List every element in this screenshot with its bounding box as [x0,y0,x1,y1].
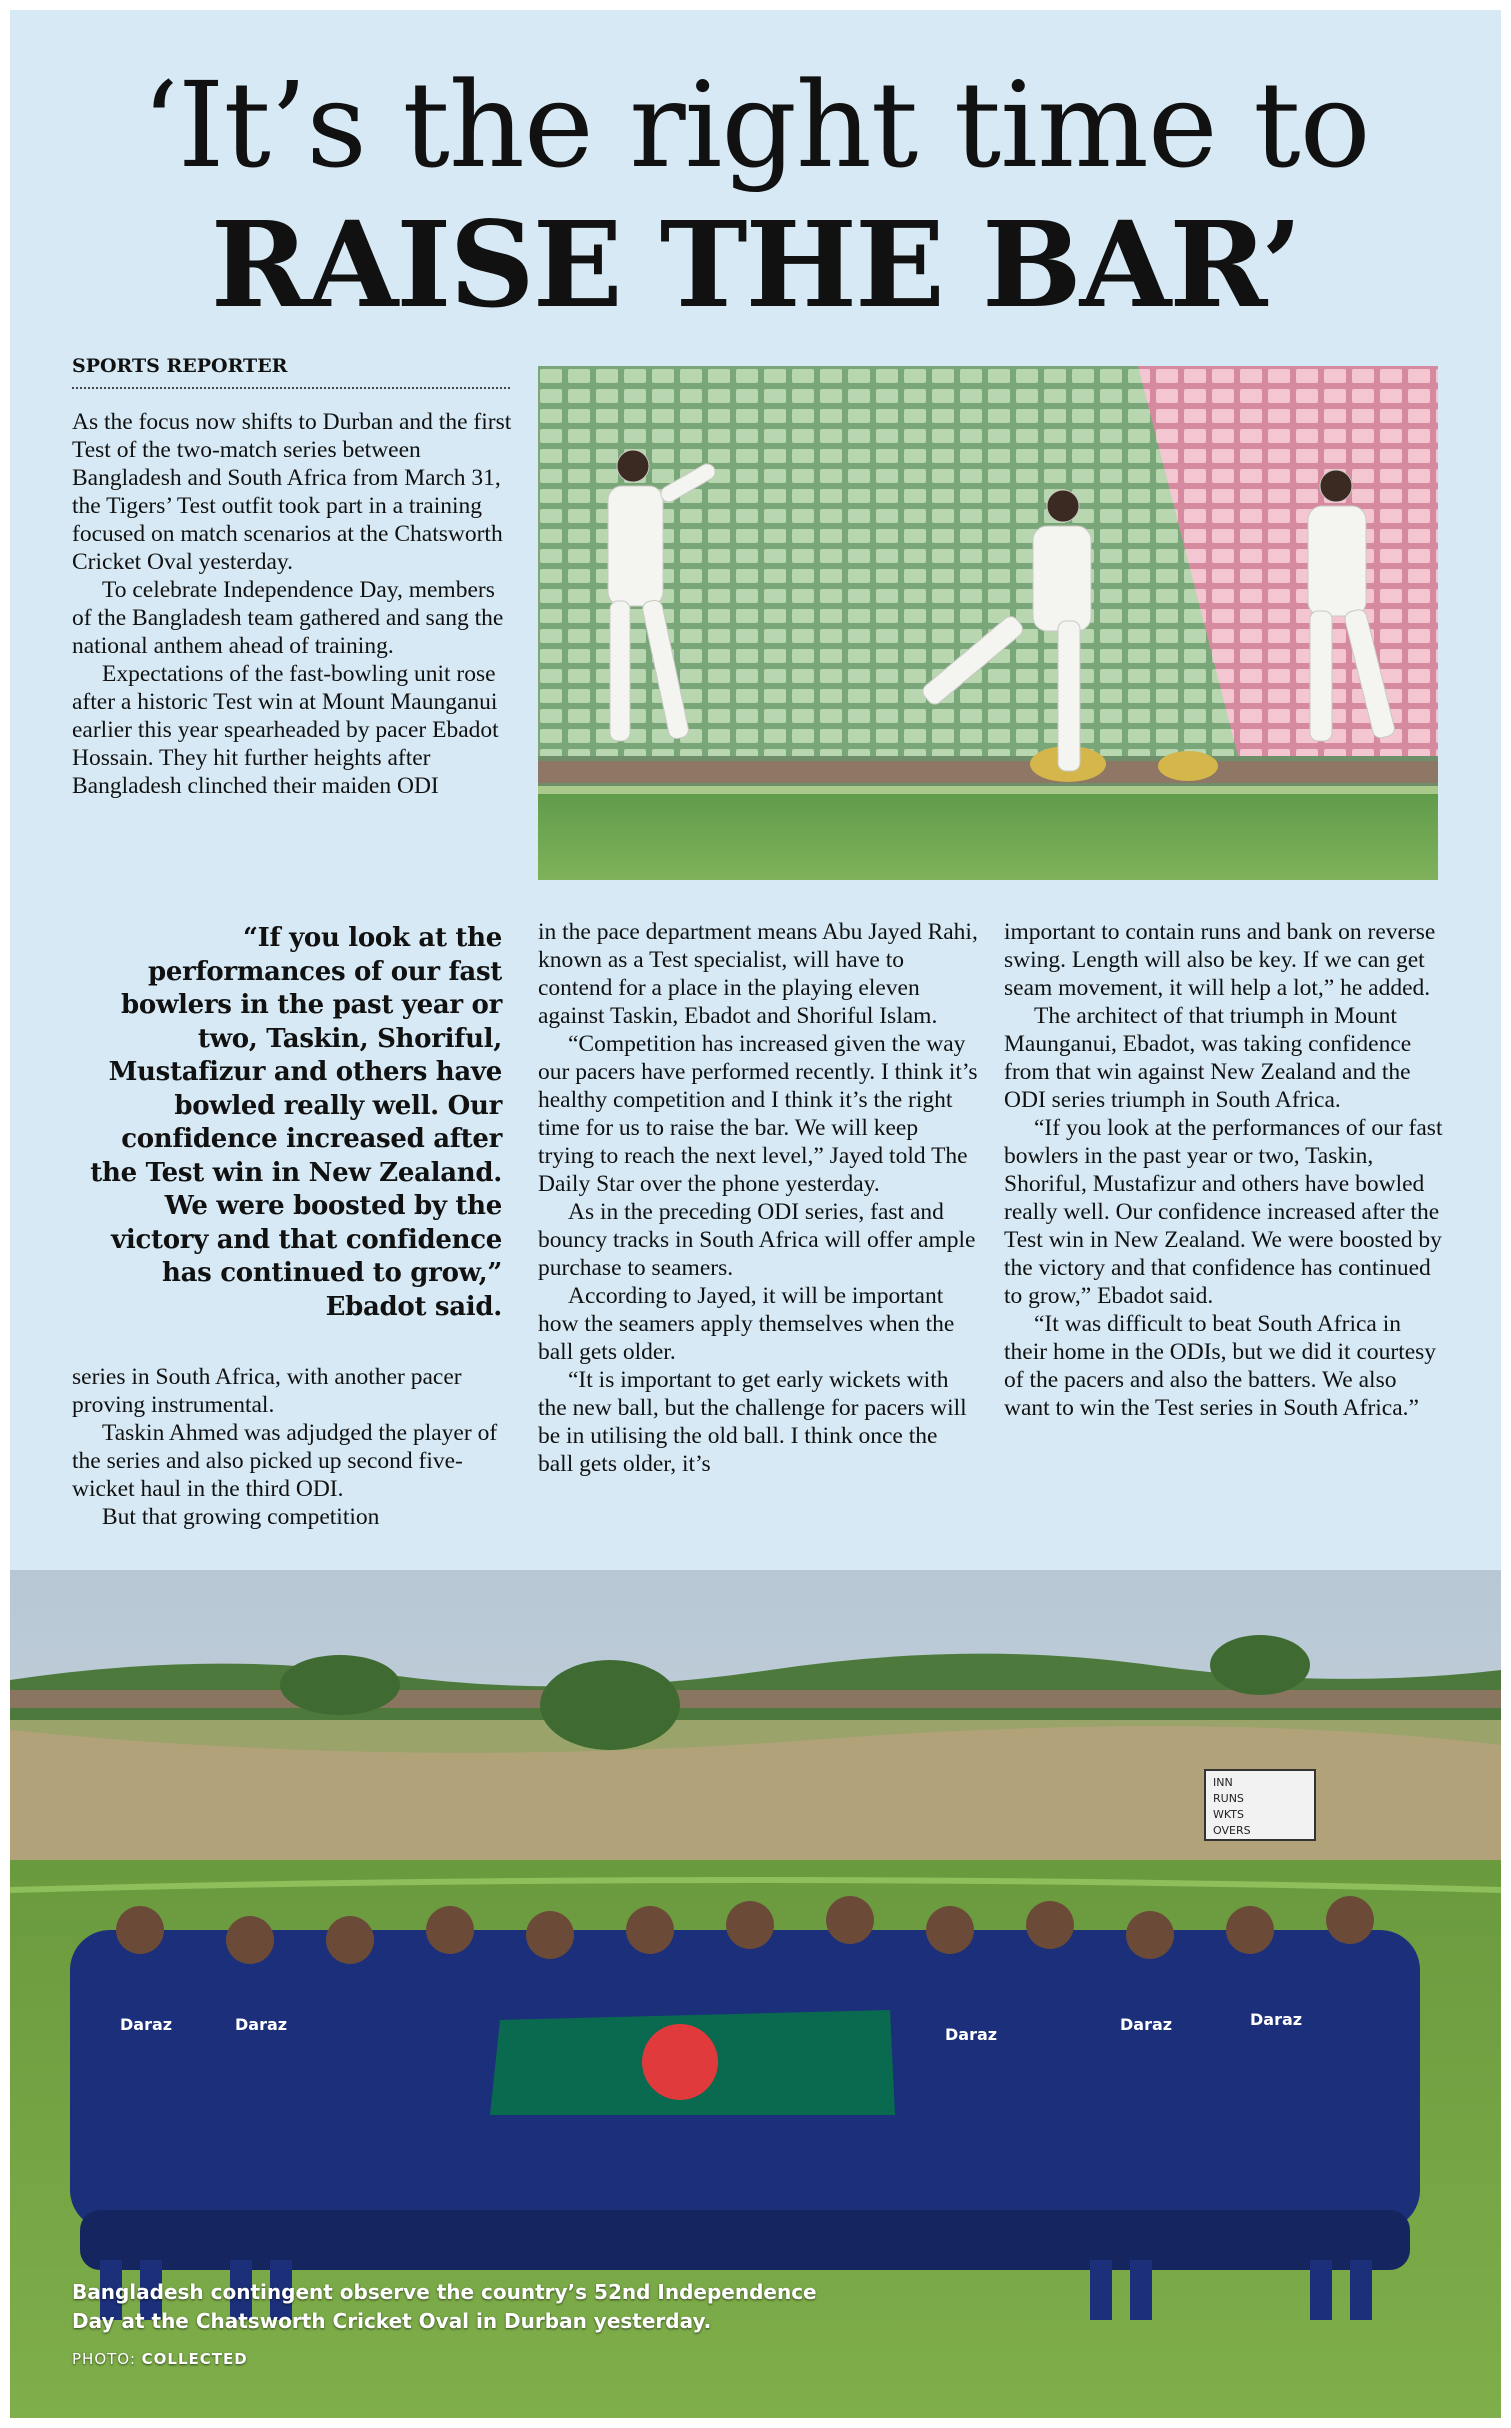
jersey-logo: Daraz [1120,2015,1173,2034]
paragraph: The architect of that triumph in Mount Maunganui, Ebadot, was taking confidence from that win against New Zealand and the ODI series triumph in South Africa. [1004,1003,1412,1113]
paragraph: According to Jayed, it will be important how the seamers apply themselves when the ball gets older. [538,1283,955,1365]
paragraph: Taskin Ahmed was adjudged the player of the series and also picked up second five-wicket haul in the third ODI. [72,1420,498,1502]
scoreboard-label: WKTS [1213,1808,1244,1821]
paragraph: As the focus now shifts to Durban and the first Test of the two-match series between Bangladesh and South Africa from March 31, the Tigers’ Test outfit took part in a training focused on match scenarios at the Chatsworth Cricket Oval yesterday. [72,409,512,575]
jersey-logo: Daraz [120,2015,173,2034]
photo-credit-label: PHOTO: [72,2350,136,2368]
scoreboard-label: OVERS [1213,1824,1251,1837]
scoreboard-label: RUNS [1213,1792,1244,1805]
photo-credit-source: COLLECTED [141,2350,248,2368]
byline: SPORTS REPORTER [72,355,510,389]
paragraph: To celebrate Independence Day, members of the Bangladesh team gathered and sang the national anthem ahead of training. [72,577,504,659]
paragraph: As in the preceding ODI series, fast and bouncy tracks in South Africa will offer ample purchase to seamers. [538,1199,976,1281]
paragraph: important to contain runs and bank on reverse swing. Length will also be key. If we can get seam movement, it will help a lot,” he added. [1004,919,1436,1001]
paragraph: “Competition has increased given the way our pacers have performed recently. I think it’s healthy competition and I think it’s the right time for us to raise the bar. We will keep trying to reach the next level,” Jayed told The Daily Star over the phone yesterday. [538,1031,978,1197]
jersey-logo: Daraz [1250,2010,1303,2029]
paragraph: “It was difficult to beat South Africa in their home in the ODIs, but we did it courtesy of the pacers and also the batters. We also want to win the Test series in South Africa.” [1004,1311,1437,1421]
headline-line-2: RAISE THE BAR’ [210,195,1301,334]
bowlers-celebration-photo [538,366,1438,880]
jersey-logo: Daraz [235,2015,288,2034]
paragraph: series in South Africa, with another pacer proving instrumental. [72,1364,462,1418]
pull-quote: “If you look at the performances of our fast bowlers in the past year or two, Taskin, Shoriful, Mustafizur and others have bowled really well. Our confidence increased after the Test win in New Zealand. We were boosted by the victory and that confidence has continued to grow,” Ebadot said. [90,923,502,1322]
jersey-logo: Daraz [945,2025,998,2044]
article-column-3 [1004,918,1444,1422]
bangladesh-flag [490,2010,895,2115]
photo-caption: Bangladesh contingent observe the country’s 52nd Independence Day at the Chatsworth Cricket Oval in Durban yesterday. [72,2280,817,2333]
article-column-2 [538,918,978,1478]
article-column-1-bottom [72,1363,512,1531]
photo-credit [72,2350,248,2368]
paragraph: in the pace department means Abu Jayed Rahi, known as a Test specialist, will have to contend for a place in the playing eleven against Taskin, Ebadot and Shoriful Islam. [538,919,978,1029]
newspaper-page [10,10,1501,2418]
stadium-photo-illustration [538,366,1438,880]
headline-line-1: ‘It’s the right time to [141,56,1370,194]
scoreboard-label: INN [1213,1776,1233,1789]
paragraph: Expectations of the fast-bowling unit rose after a historic Test win at Mount Maunganui earlier this year spearheaded by pacer Ebadot Hossain. They hit further heights after Bangladesh clinched their maiden ODI [72,661,499,799]
paragraph: “It is important to get early wickets with the new ball, but the challenge for pacers will be in utilising the old ball. I think once the ball gets older, it’s [538,1367,967,1477]
article-column-1-top [72,408,512,800]
scoreboard [1205,1770,1315,1840]
paragraph: “If you look at the performances of our fast bowlers in the past year or two, Taskin, Shoriful, Mustafizur and others have bowled really well. Our confidence increased after the Test win in New Zealand. We were boosted by the victory and that confidence has continued to grow,” Ebadot said. [1004,1115,1443,1309]
paragraph: But that growing competition [102,1504,380,1530]
